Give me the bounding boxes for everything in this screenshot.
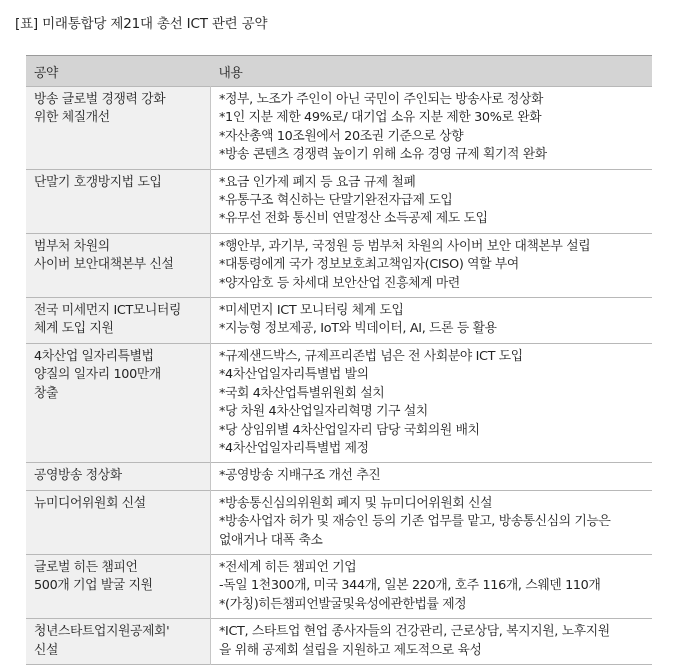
content-line: -독일 1천300개, 미국 344개, 일본 220개, 호주 116개, 스웨덴 110개: [219, 578, 601, 594]
table-header-row: [26, 56, 652, 87]
pledge-line: 범부처 차원의: [34, 238, 110, 254]
pledge-line: 방송 글로벌 경쟁력 강화: [34, 92, 166, 107]
pledge-cell: [26, 87, 211, 170]
content-line: *지능형 정보제공, IoT와 빅데이터, AI, 드론 등 활용: [219, 321, 497, 337]
pledge-table: [26, 55, 652, 665]
pledge-cell: [26, 554, 211, 618]
pledge-line: 뉴미디어위원회 신설: [34, 495, 146, 511]
content-cell: [211, 233, 653, 297]
content-line: *미세먼지 ICT 모니터링 체계 도입: [219, 303, 404, 319]
content-cell: [211, 343, 653, 462]
pledge-cell: [26, 619, 211, 665]
table-row: [26, 343, 652, 462]
table-row: [26, 233, 652, 297]
pledge-line: 양질의 일자리 100만개: [34, 367, 161, 383]
content-line: 을 위해 공제회 설립을 지원하고 제도적으로 육성: [219, 642, 482, 658]
content-line: *4차산업일자리특별법 발의: [219, 367, 369, 383]
table-row: [26, 490, 652, 554]
pledge-cell: [26, 169, 211, 233]
content-line: *규제샌드박스, 규제프리존법 넘은 전 사회분야 ICT 도입: [219, 348, 523, 364]
content-line: *전세계 히든 챔피언 기업: [219, 559, 357, 575]
pledge-line: 4차산업 일자리특별법: [34, 348, 154, 364]
content-line: *정부, 노조가 주인이 아닌 국민이 주인되는 방송사로 정상화: [219, 92, 544, 107]
table-row: [26, 619, 652, 665]
table-row: [26, 554, 652, 618]
table-body: [26, 87, 652, 665]
content-line: *공영방송 지배구조 개선 추진: [219, 468, 381, 484]
pledge-line: 청년스타트업지원공제회': [34, 624, 170, 640]
content-cell: [211, 619, 653, 665]
content-cell: [211, 169, 653, 233]
table-row: [26, 87, 652, 170]
header-content: 내용: [211, 56, 653, 87]
content-line: *방송 콘텐츠 경쟁력 높이기 위해 소유 경영 규제 획기적 완화: [219, 147, 547, 163]
pledge-line: 위한 체질개선: [34, 110, 110, 126]
pledge-cell: [26, 490, 211, 554]
content-line: *행안부, 과기부, 국정원 등 범부처 차원의 사이버 보안 대책본부 설립: [219, 238, 591, 254]
content-line: *(가칭)히든챔피언발굴및육성에관한법률 제정: [219, 596, 467, 612]
content-line: *1인 지분 제한 49%로/ 대기업 소유 지분 제한 30%로 완화: [219, 110, 542, 126]
pledge-cell: [26, 343, 211, 462]
pledge-cell: [26, 233, 211, 297]
table-row: [26, 169, 652, 233]
content-line: *유무선 전화 통신비 연말정산 소득공제 제도 도입: [219, 211, 488, 227]
content-line: *당 상임위별 4차산업일자리 담당 국회의원 배치: [219, 422, 480, 438]
content-line: *4차산업일자리특별법 제정: [219, 440, 369, 456]
content-line: *양자암호 등 차세대 보안산업 진흥체계 마련: [219, 275, 460, 291]
pledge-line: 창출: [34, 385, 59, 401]
table-row: [26, 463, 652, 490]
pledge-line: 체계 도입 지원: [34, 321, 114, 337]
content-line: 없애거나 대폭 축소: [219, 532, 323, 548]
pledge-line: 글로벌 히든 챔피언: [34, 559, 138, 575]
content-line: *방송사업자 허가 및 재승인 등의 기존 업무를 맡고, 방송통신심의 기능은: [219, 514, 611, 530]
content-line: *방송통신심의위원회 폐지 및 뉴미디어위원회 신설: [219, 495, 493, 511]
content-line: *ICT, 스타트업 현업 종사자들의 건강관리, 근로상담, 복지지원, 노후지원: [219, 624, 610, 640]
pledge-line: 단말기 호갱방지법 도입: [34, 174, 162, 190]
pledge-line: 500개 기업 발굴 지원: [34, 578, 153, 594]
pledge-line: 신설: [34, 642, 59, 658]
content-line: *자산총액 10조원에서 20조권 기준으로 상향: [219, 128, 464, 144]
pledge-cell: [26, 298, 211, 344]
content-cell: [211, 463, 653, 490]
content-cell: [211, 490, 653, 554]
pledge-line: 전국 미세먼지 ICT모니터링: [34, 303, 182, 319]
table-row: [26, 298, 652, 344]
content-cell: [211, 554, 653, 618]
content-cell: [211, 87, 653, 170]
content-line: *국회 4차산업특별위원회 설치: [219, 385, 385, 401]
content-line: *유통구조 혁신하는 단말기완전자급제 도입: [219, 193, 453, 209]
header-pledge: 공약: [26, 56, 211, 87]
content-line: *당 차원 4차산업일자리혁명 기구 설치: [219, 404, 428, 420]
pledge-line: 사이버 보안대책본부 신설: [34, 257, 174, 273]
content-cell: [211, 298, 653, 344]
table-caption: [표] 미래통합당 제21대 총선 ICT 관련 공약: [15, 16, 268, 32]
content-line: *대통령에게 국가 정보보호최고책임자(CISO) 역할 부여: [219, 257, 519, 273]
pledge-line: 공영방송 정상화: [34, 468, 122, 484]
content-line: *요금 인가제 폐지 등 요금 규제 철폐: [219, 174, 416, 190]
pledge-cell: [26, 463, 211, 490]
